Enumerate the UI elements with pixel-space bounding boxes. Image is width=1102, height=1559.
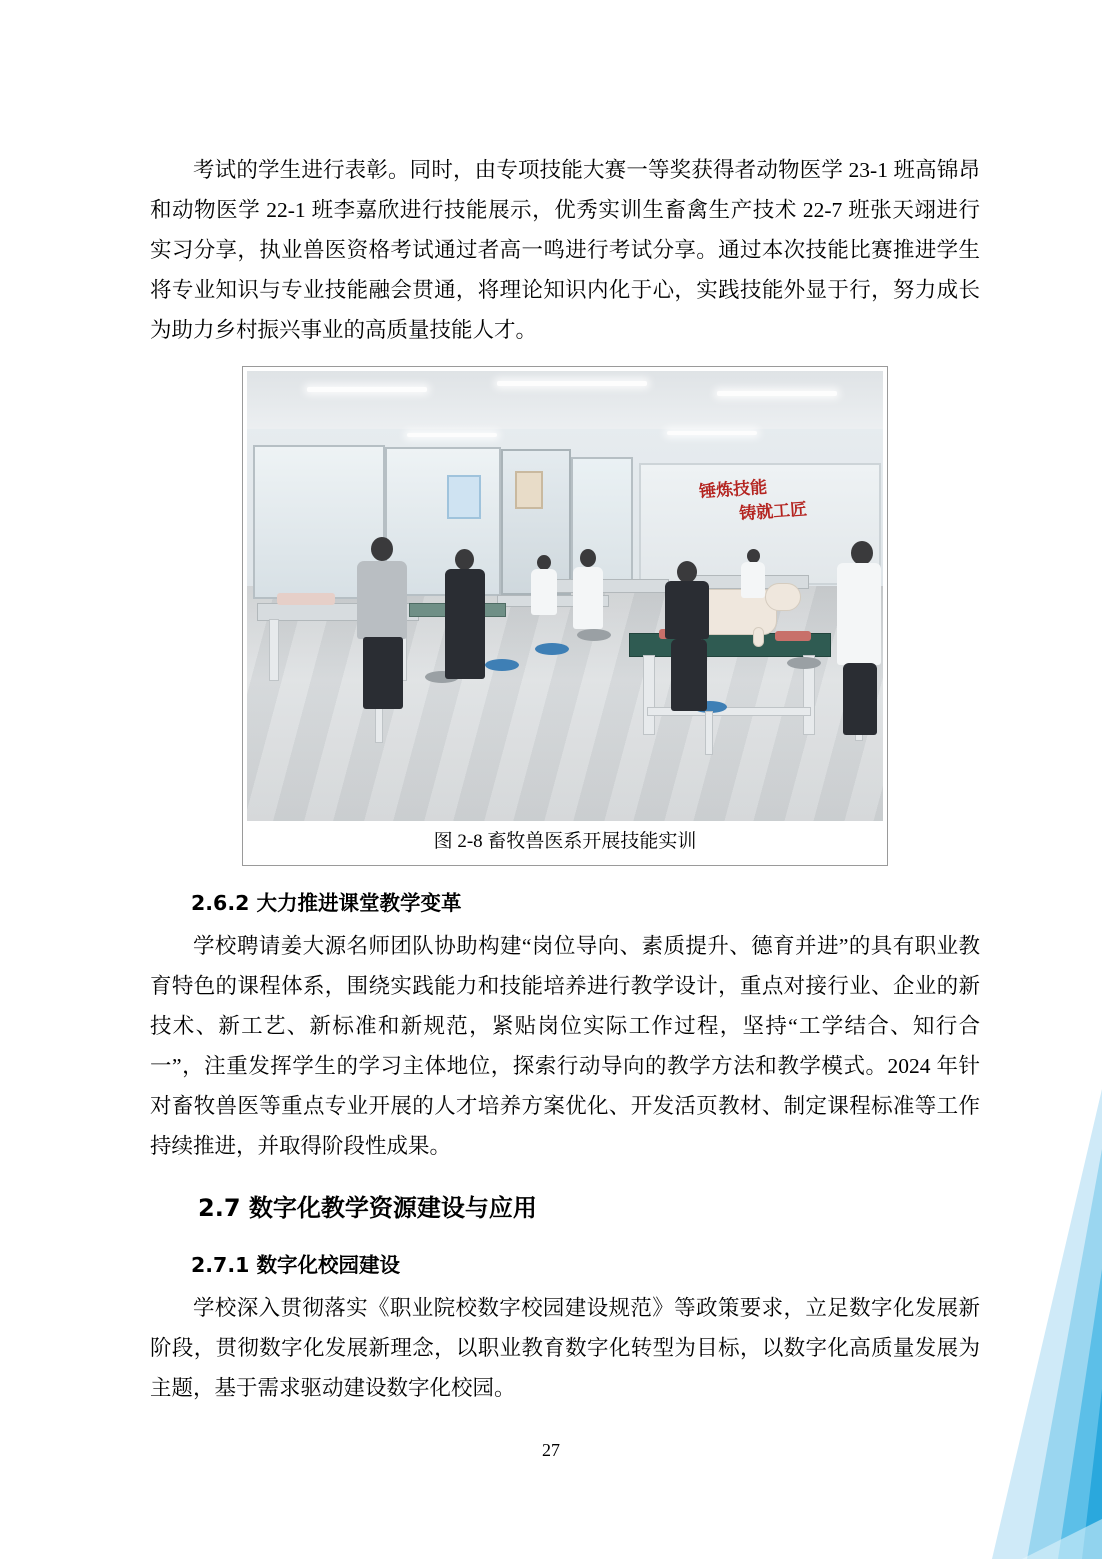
ceiling-light-2 <box>497 381 647 386</box>
wall-banner-line-1: 锤炼技能 <box>698 477 768 503</box>
stool-5 <box>577 629 611 641</box>
bench-back-1 <box>547 579 669 593</box>
ceiling-light-4 <box>407 433 497 437</box>
stool-8 <box>787 657 821 669</box>
exam-table-left-leg-1 <box>269 619 279 681</box>
figure-2-8 <box>242 366 888 866</box>
poster-2 <box>515 471 543 509</box>
heading-2-7-1: 2.7.1 数字化校园建设 <box>191 1253 401 1277</box>
person-head <box>537 555 551 570</box>
poster-1 <box>447 475 481 519</box>
heading-2-6-2: 2.6.2 大力推进课堂教学变革 <box>191 891 462 915</box>
stool-leg-2 <box>705 711 713 755</box>
person-body <box>445 569 485 679</box>
person-legs <box>363 637 403 709</box>
person-body <box>357 561 407 639</box>
person-legs <box>843 663 877 735</box>
ceiling-light-3 <box>717 391 837 396</box>
person-head <box>677 561 697 583</box>
person-head <box>851 541 873 565</box>
photo-ceiling <box>247 371 883 429</box>
cow-model-head <box>765 583 801 611</box>
paragraph-1: 考试的学生进行表彰。同时，由专项技能大赛一等奖获得者动物医学 23-1 班高锦昂和动物医学 22-1 班李嘉欣进行技能展示，优秀实训生畜禽生产技术 22-7 班张天翊进行实习分享，执业兽医资格考试通过者高一鸣进行考试分享。通过本次技能比赛推进学生将专业知识与专业技能融会贯通，将理论知识内化于心，实践技能外显于行，努力成长为助力乡村振兴事业的高质量技能人才。 <box>150 158 980 342</box>
heading-2-7: 2.7 数字化教学资源建设与应用 <box>198 1194 537 1222</box>
wall-banner-line-2: 铸就工匠 <box>738 499 808 525</box>
work-table-main-leg-1 <box>643 655 655 735</box>
person-head <box>747 549 760 563</box>
figure-caption: 图 2-8 畜牧兽医系开展技能实训 <box>433 831 697 852</box>
person-head <box>371 537 393 561</box>
stool-3 <box>485 659 519 671</box>
person-body <box>837 563 881 665</box>
figure-photo <box>247 371 883 821</box>
page-number: 27 <box>542 1440 560 1460</box>
page-content <box>150 150 980 1408</box>
cow-model-leg-2 <box>753 627 764 647</box>
ceiling-light-1 <box>307 387 427 392</box>
ceiling-light-5 <box>667 431 757 435</box>
person-body <box>665 581 709 639</box>
person-legs <box>671 639 707 711</box>
paragraph-3: 学校深入贯彻落实《职业院校数字校园建设规范》等政策要求，立足数字化发展新阶段，贯彻数字化发展新理念，以职业教育数字化转型为目标，以数字化高质量发展为主题，基于需求驱动建设数字化校园。 <box>150 1296 980 1400</box>
specimen-tray-2 <box>775 631 811 641</box>
person-head <box>455 549 474 570</box>
photo-floor <box>247 586 883 821</box>
stool-4 <box>535 643 569 655</box>
person-body <box>573 567 603 629</box>
paragraph-2: 学校聘请姜大源名师团队协助构建“岗位导向、素质提升、德育并进”的具有职业教育特色的课程体系，围绕实践能力和技能培养进行教学设计，重点对接行业、企业的新技术、新工艺、新标准和新规范，紧贴岗位实际工作过程，坚持“工学结合、知行合一”，注重发挥学生的学习主体地位，探索行动导向的教学方法和教学模式。2024 年针对畜牧兽医等重点专业开展的人才培养方案优化、开发活页教材、制定课程标准等工作持续推进，并取得阶段性成果。 <box>150 934 980 1158</box>
person-head <box>580 549 596 567</box>
person-body <box>531 569 557 615</box>
person-body <box>741 562 765 598</box>
specimen-left <box>277 593 335 605</box>
